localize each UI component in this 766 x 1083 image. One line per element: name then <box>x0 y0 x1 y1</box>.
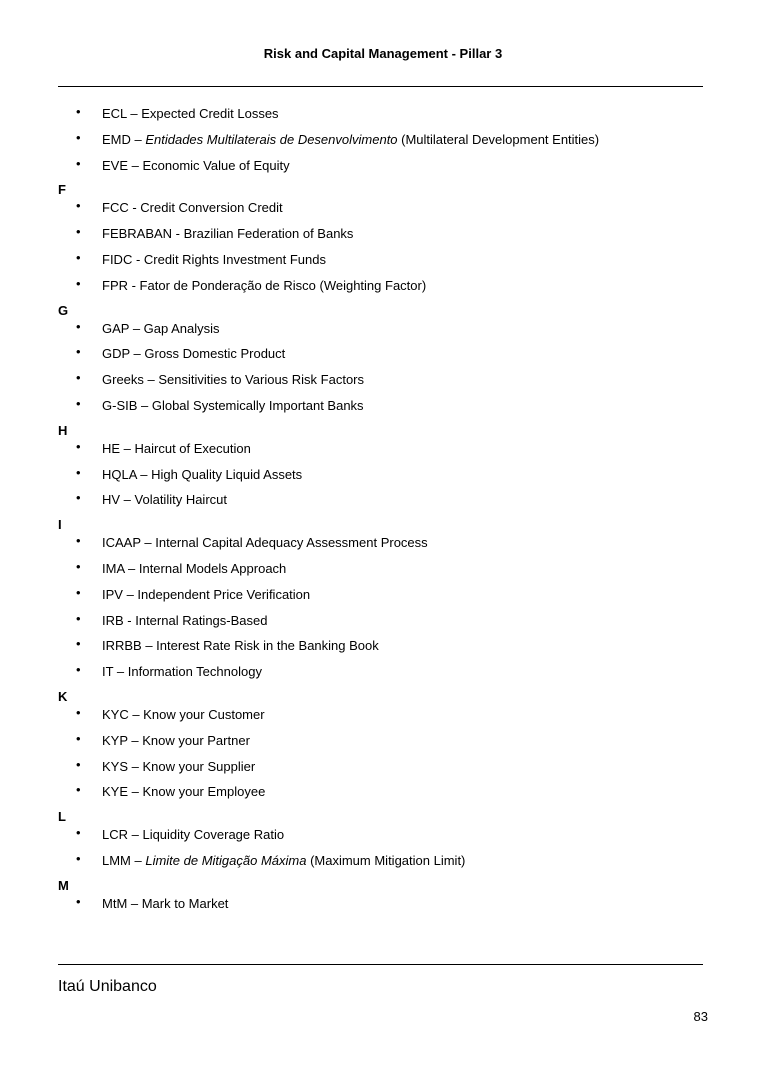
bullet-icon: • <box>76 893 81 909</box>
section-letter-i: I <box>58 517 62 533</box>
section-letter-m: M <box>58 877 69 893</box>
bullet-icon: • <box>76 104 81 119</box>
glossary-item: • ECL – Expected Credit Losses <box>76 104 279 121</box>
bullet-icon: • <box>76 533 81 549</box>
bullet-icon: • <box>76 662 81 678</box>
glossary-item: • GDP – Gross Domestic Product <box>76 344 286 362</box>
glossary-item: • IRRBB – Interest Rate Risk in the Banking Book <box>76 636 379 654</box>
glossary-item: • EVE – Economic Value of Equity <box>76 155 290 173</box>
glossary-item: • KYP – Know your Partner <box>76 730 250 748</box>
bullet-icon: • <box>76 224 81 240</box>
header-divider <box>58 86 703 87</box>
glossary-group-g <box>58 319 703 422</box>
glossary-group-f <box>58 198 703 301</box>
page-number: 83 <box>693 1009 708 1024</box>
footer-divider <box>58 964 703 965</box>
bullet-icon: • <box>76 610 81 626</box>
bullet-icon: • <box>76 782 81 798</box>
glossary-list <box>58 104 703 920</box>
glossary-item: • FIDC - Credit Rights Investment Funds <box>76 249 326 267</box>
bullet-icon: • <box>76 584 81 600</box>
bullet-icon: • <box>76 275 81 291</box>
section-letter-l: L <box>58 809 66 825</box>
glossary-item: • MtM – Mark to Market <box>76 893 229 911</box>
glossary-group-h <box>58 439 703 516</box>
glossary-group-e <box>58 104 703 181</box>
bullet-icon: • <box>76 438 81 454</box>
glossary-group-m <box>58 894 703 920</box>
section-letter-f: F <box>58 182 66 198</box>
glossary-group-i <box>58 533 703 688</box>
bullet-icon: • <box>76 730 81 746</box>
bullet-icon: • <box>76 636 81 652</box>
bullet-icon: • <box>76 825 81 841</box>
glossary-item: • FEBRABAN - Brazilian Federation of Banks <box>76 224 354 242</box>
bullet-icon: • <box>76 198 81 214</box>
glossary-item: • GAP – Gap Analysis <box>76 318 220 336</box>
glossary-item: • FCC - Credit Conversion Credit <box>76 198 283 216</box>
glossary-item: • HV – Volatility Haircut <box>76 490 227 508</box>
section-letter-g: G <box>58 302 69 318</box>
bullet-icon: • <box>76 850 81 866</box>
glossary-item: • HE – Haircut of Execution <box>76 438 251 456</box>
bullet-icon: • <box>76 704 81 720</box>
glossary-item: • IRB - Internal Ratings-Based <box>76 610 268 628</box>
bullet-icon: • <box>76 395 81 411</box>
glossary-item: • LMM – Limite de Mitigação Máxima (Maximum Mitigation Limit) <box>76 850 466 868</box>
bullet-icon: • <box>76 756 81 772</box>
glossary-item: • Greeks – Sensitivities to Various Risk Factors <box>76 370 365 388</box>
bullet-icon: • <box>76 249 81 265</box>
glossary-group-k <box>58 705 703 808</box>
bullet-icon: • <box>76 370 81 386</box>
glossary-item: • HQLA – High Quality Liquid Assets <box>76 464 303 482</box>
bullet-icon: • <box>76 344 81 360</box>
glossary-item: • KYE – Know your Employee <box>76 782 266 800</box>
bullet-icon: • <box>76 464 81 480</box>
glossary-item: • IPV – Independent Price Verification <box>76 584 311 602</box>
glossary-item: • KYS – Know your Supplier <box>76 756 256 774</box>
bullet-icon: • <box>76 558 81 574</box>
section-letter-k: K <box>58 688 68 704</box>
bullet-icon: • <box>76 490 81 506</box>
glossary-item: • FPR - Fator de Ponderação de Risco (Weighting Factor) <box>76 275 427 293</box>
bullet-icon: • <box>76 318 81 334</box>
glossary-group-l <box>58 825 703 877</box>
glossary-item: • LCR – Liquidity Coverage Ratio <box>76 825 285 843</box>
page-header-title: Risk and Capital Management - Pillar 3 <box>263 46 503 61</box>
glossary-item: • IMA – Internal Models Approach <box>76 558 287 576</box>
glossary-item: • ICAAP – Internal Capital Adequacy Assessment Process <box>76 533 428 551</box>
bullet-icon: • <box>76 129 81 145</box>
section-letter-h: H <box>58 422 68 438</box>
glossary-item: • IT – Information Technology <box>76 662 262 680</box>
bullet-icon: • <box>76 155 81 171</box>
footer-company-name: Itaú Unibanco <box>58 978 157 995</box>
glossary-item: • EMD – Entidades Multilaterais de Desenvolvimento (Multilateral Development Entities) <box>76 129 600 147</box>
glossary-item: • G-SIB – Global Systemically Important Banks <box>76 395 364 413</box>
glossary-item: • KYC – Know your Customer <box>76 704 265 722</box>
